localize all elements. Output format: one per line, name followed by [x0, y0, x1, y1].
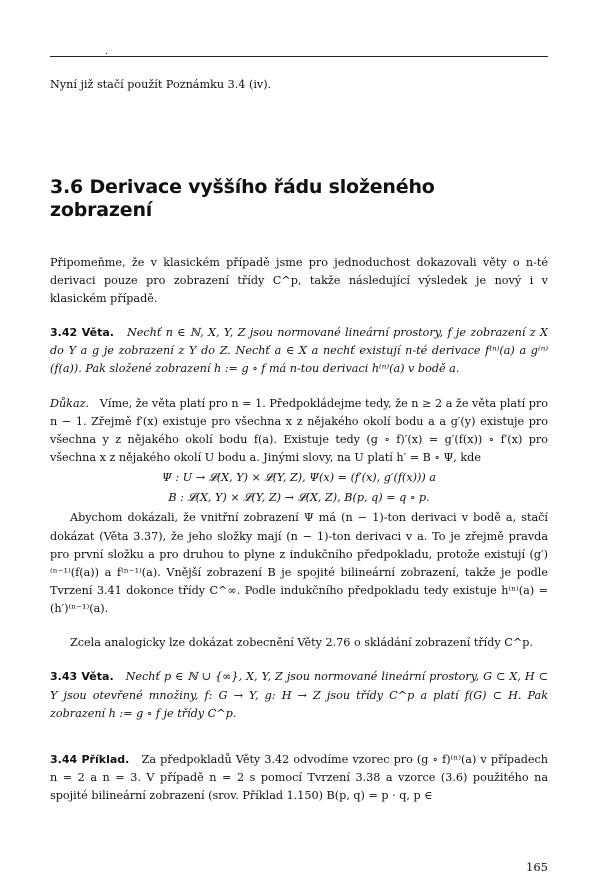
theorem-3-43-label: 3.43 Věta. — [50, 670, 114, 684]
example-3-44-label: 3.44 Příklad. — [50, 752, 130, 766]
proof-label: Důkaz. — [50, 396, 90, 410]
equation-b: B : 𝓛(X, Y) × 𝓛(Y, Z) → 𝓛(X, Z), B(p, q) = q ∘ p. — [168, 491, 430, 505]
example-3-44 — [50, 751, 548, 805]
header-mark: . — [105, 46, 109, 57]
theorem-3-42 — [50, 324, 548, 378]
theorem-3-43 — [50, 668, 548, 722]
lead-text: Nyní již stačí použít Poznámku 3.4 (iv). — [50, 78, 272, 91]
theorem-3-43-text: Nechť p ∈ ℕ ∪ {∞}, X, Y, Z jsou normované lineární prostory, G ⊂ X, H ⊂ Y jsou otevřené množiny, f: G → Y, g: H → Z jsou třídy C^p a platí f(G) ⊂ H. Pak zobrazení h := g ∘ f je třídy C^p. — [50, 670, 549, 720]
section-title-line2: zobrazení — [50, 198, 153, 221]
page-body — [50, 60, 548, 805]
proof-continuation: Abychom dokázali, že vnitřní zobrazení Ψ má (n − 1)-ton derivaci v bodě a, stačí dokázat (Věta 3.37), že jeho složky mají (n − 1)-ton derivaci v a. To je zřejmě pravda pro první složku a pro druhou to plyne z indukčního předpokladu, protože existují (g′)⁽ⁿ⁻¹⁾(f(a)) a f⁽ⁿ⁻¹⁾(a). Vnější zobrazení B je spojité bilineární zobrazení, takže je podle Tvrzení 3.41 dokonce třídy C^∞. Podle indukčního předpokladu tedy existuje h⁽ⁿ⁾(a) = (h′)⁽ⁿ⁻¹⁾(a). — [50, 511, 548, 616]
section-title-line1: 3.6 Derivace vyššího řádu složeného — [50, 176, 435, 199]
theorem-3-42-label: 3.42 Věta. — [50, 326, 114, 340]
remark: Zcela analogicky lze dokázat zobecnění Věty 2.76 o skládání zobrazení třídy C^p. — [70, 636, 533, 650]
theorem-3-42-text: Nechť n ∈ ℕ, X, Y, Z jsou normované lineární prostory, f je zobrazení z X do Y a g je zobrazení z Y do Z. Nechť a ∈ X a nechť existují n-té derivace f⁽ⁿ⁾(a) a g⁽ⁿ⁾(f(a)). Pak složené zobrazení h := g ∘ f má n-tou derivaci h⁽ⁿ⁾(a) v bodě a. — [50, 326, 548, 376]
proof — [50, 395, 548, 468]
equation-psi: Ψ : U → 𝓛(X, Y) × 𝓛(Y, Z), Ψ(x) = (f′(x), g′(f(x))) a — [162, 471, 436, 485]
page-number: 165 — [526, 860, 548, 874]
header-rule — [50, 56, 548, 57]
example-3-44-text: Za předpokladů Věty 3.42 odvodíme vzorec pro (g ∘ f)⁽ⁿ⁾(a) v případech n = 2 a n = 3. V případě n = 2 s pomocí Tvrzení 3.38 a vzorce (3.6) použitého na spojité bilineární zobrazení (srov. Příklad 1.150) B(p, q) = p · q, p ∈ — [50, 752, 548, 803]
proof-text: Víme, že věta platí pro n = 1. Předpokládejme tedy, že n ≥ 2 a že věta platí pro n − 1. Zřejmě f′(x) existuje pro všechna x z nějakého okolí bodu a a g′(y) existuje pro všechna y z nějakého okolí bodu f(a). Existuje tedy (g ∘ f)′(x) = g′(f(x)) ∘ f′(x) pro všechna x z nějakého okolí U bodu a. Jinými slovy, na U platí h′ = B ∘ Ψ, kde — [50, 396, 548, 464]
section-title — [50, 176, 548, 222]
intro-paragraph: Připomeňme, že v klasickém případě jsme pro jednoduchost dokazovali věty o n-té derivaci pouze pro zobrazení třídy C^p, takže následující výsledek je nový i v klasickém případě. — [50, 255, 548, 306]
